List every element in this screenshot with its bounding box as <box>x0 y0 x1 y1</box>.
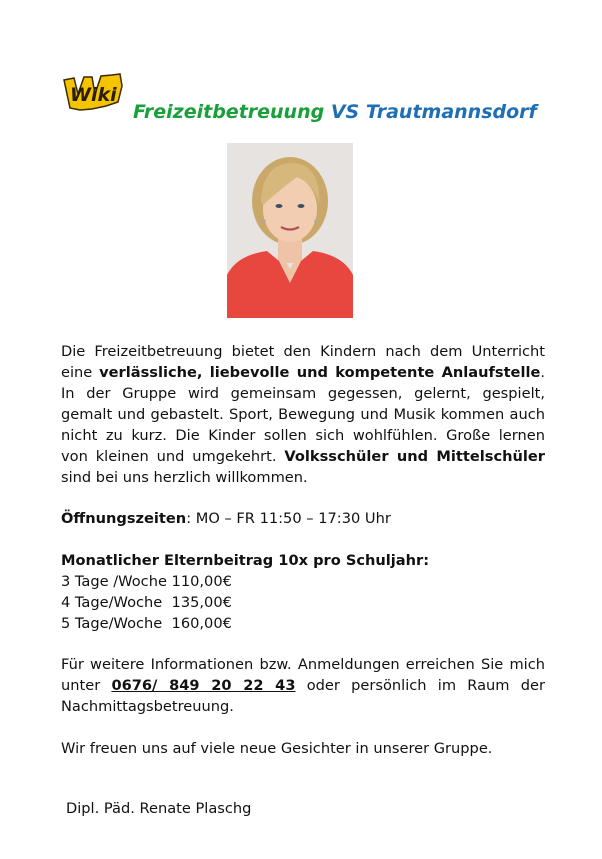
fee-item: 3 Tage /Woche 110,00€ <box>61 573 232 590</box>
opening-hours <box>61 508 545 529</box>
intro-line: gemalt und gebastelt. Sport, Bewegung und Musik kommen auch <box>61 406 545 423</box>
intro-highlight: verlässliche, liebevolle und kompetente Anlaufstelle <box>99 364 541 381</box>
closing-text: Wir freuen uns auf viele neue Gesichter in unserer Gruppe. <box>61 740 493 757</box>
fee-item: 4 Tage/Woche 135,00€ <box>61 594 232 611</box>
intro-line: Die Freizeitbetreuung bietet den Kindern nach dem Unterricht <box>61 343 545 360</box>
fees-heading: Monatlicher Elternbeitrag 10x pro Schuljahr: <box>61 552 430 569</box>
title-part-2: VS Trautmannsdorf <box>330 101 537 123</box>
contact-line: Nachmittagsbetreuung. <box>61 698 234 715</box>
fee-item: 5 Tage/Woche 160,00€ <box>61 615 232 632</box>
contact-line: unter 0676/ 849 20 22 43 oder persönlich im Raum der <box>61 677 545 694</box>
intro-line: sind bei uns herzlich willkommen. <box>61 469 308 486</box>
intro-paragraph <box>61 341 545 488</box>
title-part-1: Freizeitbetreuung <box>133 101 325 123</box>
intro-line: eine verlässliche, liebevolle und kompetente Anlaufstelle. <box>61 364 545 381</box>
intro-line: von kleinen und umgekehrt. Volksschüler und Mittelschüler <box>61 448 545 465</box>
intro-line: In der Gruppe wird gemeinsam gegessen, gelernt, gespielt, <box>61 385 545 402</box>
page-title <box>133 101 537 123</box>
logo-text: Wiki <box>70 84 117 106</box>
contact-line: Für weitere Informationen bzw. Anmeldungen erreichen Sie mich <box>61 656 545 673</box>
opening-hours-label: Öffnungszeiten <box>61 510 187 527</box>
phone-number[interactable]: 0676/ 849 20 22 43 <box>111 677 296 694</box>
fees-section <box>61 550 545 634</box>
intro-audience: Volksschüler und Mittelschüler <box>284 448 545 465</box>
contact-paragraph <box>61 654 545 717</box>
opening-hours-value: : MO – FR 11:50 – 17:30 Uhr <box>186 510 391 527</box>
wiki-logo <box>62 72 124 112</box>
portrait-photo <box>227 143 353 318</box>
intro-line: nicht zu kurz. Die Kinder sollen sich wohlfühlen. Große lernen <box>61 427 545 444</box>
signature: Dipl. Päd. Renate Plaschg <box>66 800 252 817</box>
